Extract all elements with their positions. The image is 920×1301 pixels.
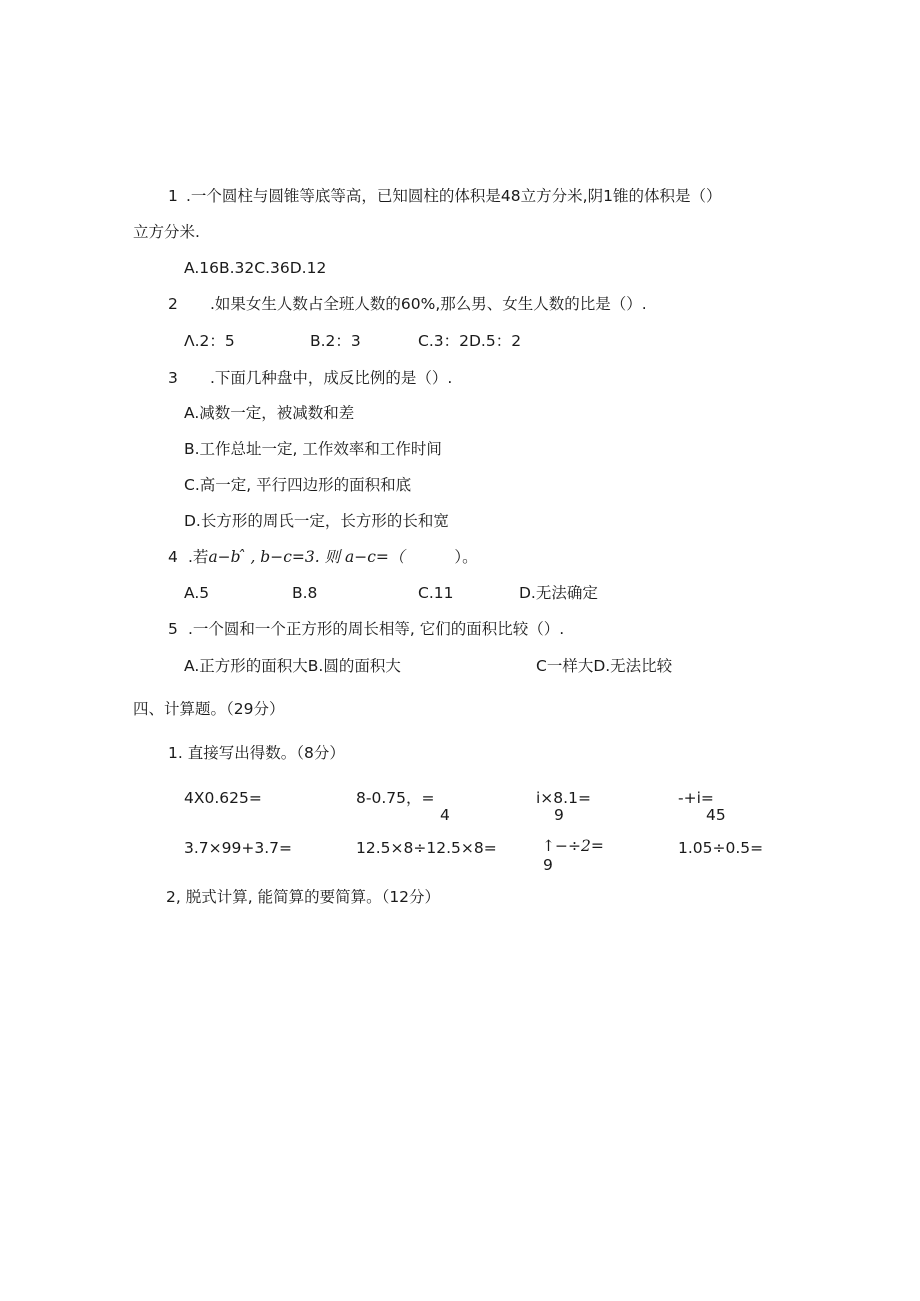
section-four-title: 四、计算题。（29分） (133, 700, 285, 718)
q3-text: .下面几种盘中，成反比例的是（）. (210, 369, 453, 387)
q2-option-a: Λ.2：5 (184, 332, 235, 350)
calc-item-r1c3-fraction: 9 (554, 806, 564, 824)
q1-text-continued: 立方分米. (133, 223, 200, 241)
q4-text-lead: .若 (188, 548, 209, 566)
q1-options: A.16B.32C.36D.12 (184, 259, 327, 277)
calc-item-r1c4-fraction: 45 (706, 806, 726, 824)
calc-item-r1c2-fraction: 4 (440, 806, 450, 824)
q4-expression: a−b ̂ , b−c=3. 则 a−c=（ (208, 548, 405, 566)
q5-option-cd: C一样大D.无法比较 (536, 657, 673, 675)
calc-item-r2c4: 1.05÷0.5= (678, 839, 764, 857)
q1-text: .一个圆柱与圆锥等底等高，已知圆柱的体积是48立方分米,阴1锥的体积是（） (186, 187, 722, 205)
q5-text: .一个圆和一个正方形的周长相等, 它们的面积比较（）. (188, 620, 565, 638)
calc-item-r1c4: -+i= (678, 789, 714, 807)
q2-option-cd: C.3：2D.5：2 (418, 332, 522, 350)
q1-number: 1 (168, 187, 178, 205)
q4-option-d: D.无法确定 (519, 584, 598, 602)
q3-option-d: D.长方形的周氏一定，长方形的长和宽 (184, 512, 449, 530)
q3-option-a: A.减数一定，被减数和差 (184, 404, 355, 422)
calc-item-r1c3: i×8.1= (536, 789, 591, 807)
q5-option-ab: A.正方形的面积大B.圆的面积大 (184, 657, 401, 675)
calc-item-r2c1: 3.7×99+3.7= (184, 839, 292, 857)
calc-item-r1c2: 8-0.75，= (356, 789, 435, 807)
q2-text: .如果女生人数占全班人数的60%,那么男、女生人数的比是（）. (210, 295, 647, 313)
q3-option-b: B.工作总址一定, 工作效率和工作时间 (184, 440, 442, 458)
q2-number: 2 (168, 295, 178, 313)
calc2-title: 2, 脱式计算, 能简算的要简算。（12分） (166, 888, 441, 906)
q3-number: 3 (168, 369, 178, 387)
calc1-title: 1. 直接写出得数。（8分） (168, 744, 345, 762)
q2-option-b: B.2：3 (310, 332, 361, 350)
q3-option-c: C.高一定, 平行四边形的面积和底 (184, 476, 412, 494)
q4-option-a: A.5 (184, 584, 210, 602)
q4-text-close: ）。 (454, 548, 478, 566)
q4-text (188, 547, 478, 567)
q4-option-c: C.11 (418, 584, 454, 602)
q5-number: 5 (168, 620, 178, 638)
calc-item-r1c1: 4X0.625= (184, 789, 262, 807)
calc-item-r2c3: ↑−÷2= (542, 837, 604, 855)
calc-item-r2c3-fraction: 9 (543, 856, 553, 874)
q4-option-b: B.8 (292, 584, 318, 602)
calc-item-r2c2: 12.5×8÷12.5×8= (356, 839, 497, 857)
q4-number: 4 (168, 548, 178, 566)
